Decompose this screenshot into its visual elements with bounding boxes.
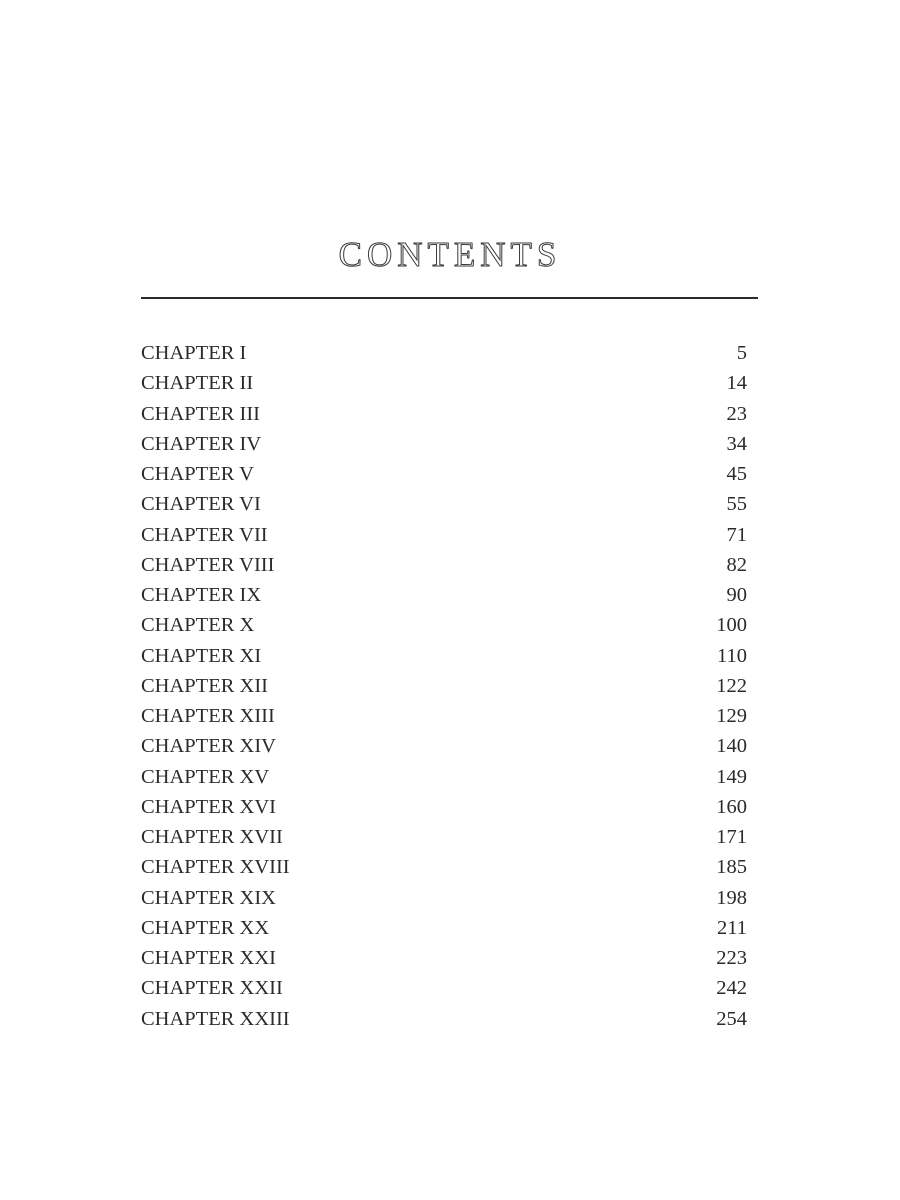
toc-entry[interactable] xyxy=(141,883,747,913)
table-of-contents xyxy=(141,338,747,1034)
toc-page-number: 82 xyxy=(726,553,747,576)
toc-entry[interactable] xyxy=(141,429,747,459)
toc-chapter-label: CHAPTER XXIII xyxy=(141,1007,290,1030)
toc-page-number: 90 xyxy=(726,584,747,606)
toc-entry[interactable] xyxy=(141,489,747,519)
toc-entry[interactable] xyxy=(141,913,747,943)
toc-entry[interactable] xyxy=(141,459,747,489)
toc-chapter-label: CHAPTER XV xyxy=(141,765,270,788)
toc-chapter-label: CHAPTER VIII xyxy=(141,553,275,576)
toc-entry[interactable] xyxy=(141,701,747,731)
toc-page-number: 110 xyxy=(717,644,747,667)
toc-page-number: 211 xyxy=(717,916,747,939)
toc-chapter-label: CHAPTER IX xyxy=(141,584,262,606)
toc-page-number: 100 xyxy=(716,614,747,637)
toc-page-number: 71 xyxy=(726,523,747,546)
toc-entry[interactable] xyxy=(141,731,747,761)
toc-page-number: 171 xyxy=(716,826,747,848)
toc-page-number: 149 xyxy=(716,765,747,788)
toc-chapter-label: CHAPTER XXII xyxy=(141,977,283,1000)
toc-page-number: 140 xyxy=(716,735,747,758)
toc-chapter-label: CHAPTER XII xyxy=(141,674,268,697)
toc-page-number: 223 xyxy=(716,947,747,969)
toc-page-number: 55 xyxy=(726,493,747,516)
toc-chapter-label: CHAPTER X xyxy=(141,614,255,637)
toc-entry[interactable] xyxy=(141,792,747,822)
toc-page-number: 34 xyxy=(726,432,747,455)
toc-entry[interactable] xyxy=(141,822,747,852)
toc-entry[interactable] xyxy=(141,671,747,701)
toc-chapter-label: CHAPTER I xyxy=(141,342,247,364)
toc-page-number: 198 xyxy=(716,886,747,909)
toc-chapter-label: CHAPTER IV xyxy=(141,432,262,455)
toc-chapter-label: CHAPTER XI xyxy=(141,644,262,667)
toc-entry[interactable] xyxy=(141,580,747,610)
toc-page-number: 160 xyxy=(716,795,747,818)
toc-page-number: 242 xyxy=(716,977,747,1000)
toc-chapter-label: CHAPTER XXI xyxy=(141,947,276,969)
toc-entry[interactable] xyxy=(141,852,747,882)
toc-entry[interactable] xyxy=(141,1004,747,1034)
toc-entry[interactable] xyxy=(141,338,747,368)
toc-chapter-label: CHAPTER XVII xyxy=(141,826,283,848)
toc-page-number: 254 xyxy=(716,1007,747,1030)
title-divider xyxy=(141,297,758,299)
toc-chapter-label: CHAPTER II xyxy=(141,372,254,395)
toc-chapter-label: CHAPTER VI xyxy=(141,493,261,516)
page-title: CONTENTS xyxy=(338,235,562,274)
toc-page-number: 5 xyxy=(736,342,747,364)
toc-chapter-label: CHAPTER XIV xyxy=(141,735,276,758)
toc-chapter-label: CHAPTER XIII xyxy=(141,705,275,727)
toc-entry[interactable] xyxy=(141,610,747,640)
toc-page-number: 14 xyxy=(726,372,747,395)
toc-entry[interactable] xyxy=(141,520,747,550)
toc-entry[interactable] xyxy=(141,641,747,671)
toc-chapter-label: CHAPTER III xyxy=(141,402,261,425)
toc-chapter-label: CHAPTER V xyxy=(141,463,254,485)
toc-entry[interactable] xyxy=(141,399,747,429)
toc-chapter-label: CHAPTER XVI xyxy=(141,795,276,818)
toc-page-number: 129 xyxy=(716,705,747,727)
toc-chapter-label: CHAPTER VII xyxy=(141,523,268,546)
toc-page-number: 185 xyxy=(716,856,747,879)
toc-page-number: 45 xyxy=(726,463,747,485)
toc-chapter-label: CHAPTER XIX xyxy=(141,886,276,909)
toc-entry[interactable] xyxy=(141,943,747,973)
toc-chapter-label: CHAPTER XX xyxy=(141,916,270,939)
toc-chapter-label: CHAPTER XVIII xyxy=(141,856,290,879)
toc-entry[interactable] xyxy=(141,973,747,1003)
toc-entry[interactable] xyxy=(141,368,747,398)
toc-entry[interactable] xyxy=(141,762,747,792)
toc-page-number: 23 xyxy=(726,402,747,425)
toc-page-number: 122 xyxy=(716,674,747,697)
toc-entry[interactable] xyxy=(141,550,747,580)
